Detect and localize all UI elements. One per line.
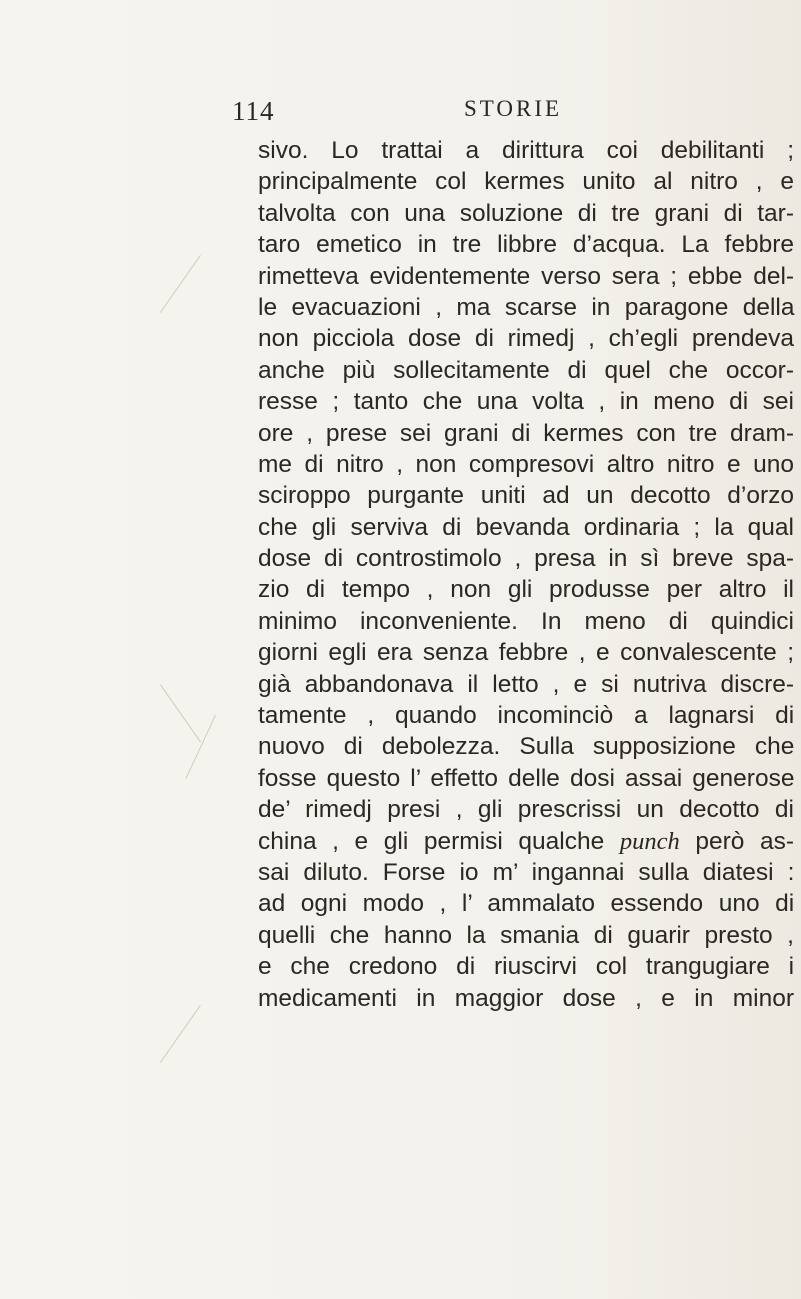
margin-show-through — [160, 1005, 201, 1063]
text-line: de’ rimedj presi , gli prescrissi un decotto di — [258, 796, 794, 824]
text-line: taro emetico in tre libbre d’acqua. La febbre — [258, 231, 794, 259]
text-line: zio di tempo , non gli produsse per altro il — [258, 576, 794, 604]
text-line: resse ; tanto che una volta , in meno di sei — [258, 388, 794, 416]
text-line: medicamenti in maggior dose , e in minor — [258, 984, 795, 1012]
text-line: me di nitro , non compresovi altro nitro e uno — [258, 450, 794, 478]
text-line: fosse questo l’ effetto delle dosi assai generose — [258, 764, 795, 792]
margin-show-through — [160, 684, 201, 742]
page-number: 114 — [232, 96, 275, 126]
text-line: nuovo di debolezza. Sulla supposizione che — [258, 733, 795, 761]
body-text — [258, 135, 794, 1014]
italic-word: punch — [619, 827, 680, 855]
text-line: le evacuazioni , ma scarse in paragone della — [258, 293, 795, 321]
text-line: tamente , quando incominciò a lagnarsi di — [258, 702, 795, 730]
text-line: sciroppo purgante uniti ad un decotto d’orzo — [258, 482, 794, 510]
text-line: sivo. Lo trattai a dirittura coi debilitanti ; — [258, 137, 794, 164]
margin-show-through — [160, 255, 201, 313]
text-line: che gli serviva di bevanda ordinaria ; la qual — [258, 513, 794, 541]
text-line: giorni egli era senza febbre , e convalescente ; — [258, 639, 794, 667]
text-line: quelli che hanno la smania di guarir presto , — [258, 921, 794, 949]
text-line: sai diluto. Forse io m’ ingannai sulla diatesi : — [258, 858, 795, 886]
text-line: dose di controstimolo , presa in sì breve spa- — [258, 545, 794, 573]
text-line: e che credono di riuscirvi col trangugiare i — [258, 953, 795, 981]
text-line-end: però as- — [695, 827, 794, 855]
text-line: ore , prese sei grani di kermes con tre dram- — [258, 419, 795, 447]
page-header — [232, 96, 592, 136]
text-line: minimo inconveniente. In meno di quindici — [258, 607, 794, 635]
running-head: STORIE — [464, 96, 563, 121]
text-line: principalmente col kermes unito al nitro , e — [258, 168, 794, 196]
margin-show-through — [185, 715, 215, 779]
text-line-start: china , e gli permisi qualche — [258, 827, 605, 855]
text-line-with-italic — [258, 826, 794, 857]
text-line: non picciola dose di rimedj , ch’egli prendeva — [258, 325, 794, 353]
text-line: rimetteva evidentemente verso sera ; ebbe del- — [258, 262, 795, 290]
text-line: già abbandonava il letto , e si nutriva discre- — [258, 670, 795, 698]
text-line: talvolta con una soluzione di tre grani di tar- — [258, 199, 794, 227]
text-line: anche più sollecitamente di quel che occor- — [258, 356, 794, 384]
text-line: ad ogni modo , l’ ammalato essendo uno di — [258, 890, 795, 918]
